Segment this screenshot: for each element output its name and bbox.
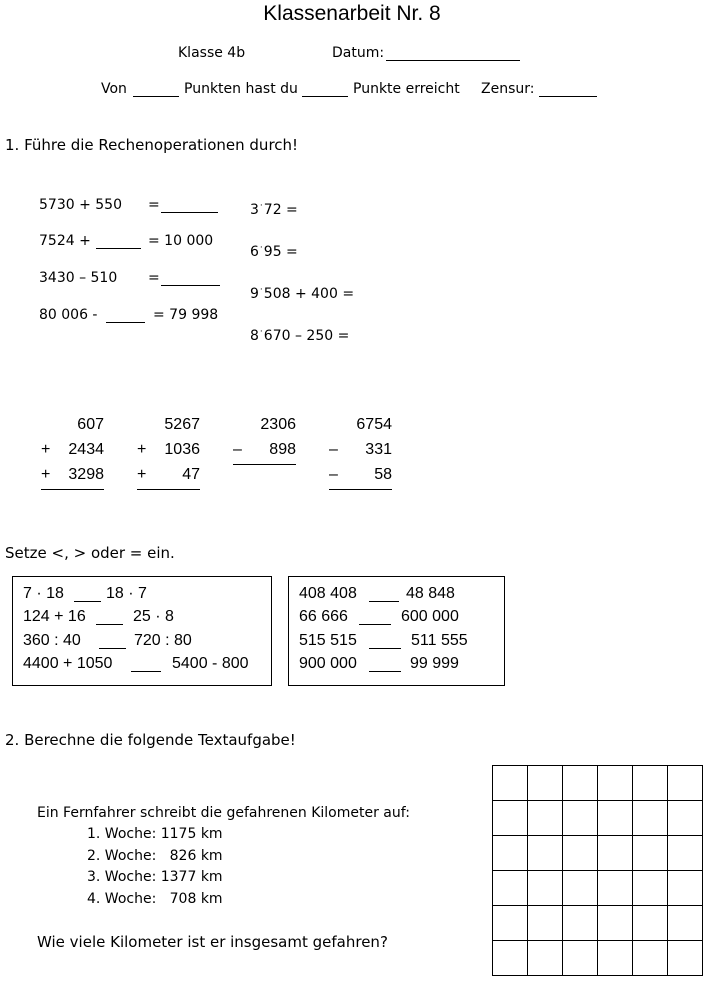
grid-cell[interactable] bbox=[633, 836, 668, 871]
date-blank[interactable] bbox=[386, 60, 520, 61]
grade-label: Zensur: bbox=[481, 81, 535, 97]
grid-cell[interactable] bbox=[633, 941, 668, 976]
col3-row1: 2306 bbox=[260, 416, 296, 433]
grid-cell[interactable] bbox=[563, 801, 598, 836]
score-von-label: Von bbox=[101, 81, 127, 97]
equation-2-blank[interactable] bbox=[96, 248, 141, 249]
cmp-r1-blank[interactable] bbox=[369, 601, 399, 602]
task2-question: Wie viele Kilometer ist er insgesamt gefahren? bbox=[37, 933, 388, 951]
grid-cell[interactable] bbox=[563, 836, 598, 871]
grid-cell[interactable] bbox=[668, 906, 703, 941]
col1-result-line bbox=[41, 489, 104, 490]
score-reached-label: Punkte erreicht bbox=[353, 81, 460, 97]
grid-cell[interactable] bbox=[493, 871, 528, 906]
equation-1-blank[interactable] bbox=[161, 212, 218, 213]
grid-row bbox=[493, 836, 703, 871]
grid-cell[interactable] bbox=[668, 836, 703, 871]
grid-cell[interactable] bbox=[633, 871, 668, 906]
col2-op2: + bbox=[137, 441, 147, 458]
date-label: Datum: bbox=[332, 45, 385, 61]
grid-cell[interactable] bbox=[563, 941, 598, 976]
cmp-l1-blank[interactable] bbox=[74, 601, 101, 602]
equation-1-term: 5730 + 550 bbox=[39, 197, 122, 213]
col1-op3: + bbox=[41, 466, 51, 483]
equation-4-blank[interactable] bbox=[106, 322, 145, 323]
grid-cell[interactable] bbox=[493, 766, 528, 801]
col1-row1: 607 bbox=[77, 416, 104, 433]
cmp-l2-a: 124 + 16 bbox=[23, 608, 86, 625]
col3-op2: – bbox=[233, 441, 242, 458]
col4-row1: 6754 bbox=[356, 416, 392, 433]
grid-row bbox=[493, 766, 703, 801]
cmp-r1-b: 48 848 bbox=[406, 585, 455, 602]
cmp-l3-a: 360 : 40 bbox=[23, 632, 81, 649]
mult-3: 9·508 + 400 = bbox=[250, 285, 355, 302]
task2-heading: 2. Berechne die folgende Textaufgabe! bbox=[5, 731, 296, 749]
cmp-l4-a: 4400 + 1050 bbox=[23, 655, 113, 672]
grid-cell[interactable] bbox=[668, 871, 703, 906]
col2-row3: 47 bbox=[182, 466, 200, 483]
grid-cell[interactable] bbox=[528, 766, 563, 801]
equation-4-result: = 79 998 bbox=[153, 307, 219, 323]
grid-cell[interactable] bbox=[563, 906, 598, 941]
col1-op2: + bbox=[41, 441, 51, 458]
grid-cell[interactable] bbox=[493, 836, 528, 871]
cmp-l3-blank[interactable] bbox=[99, 648, 126, 649]
cmp-r4-a: 900 000 bbox=[299, 655, 357, 672]
col2-row2: 1036 bbox=[164, 441, 200, 458]
cmp-r2-blank[interactable] bbox=[359, 624, 391, 625]
grid-cell[interactable] bbox=[528, 906, 563, 941]
grid-row bbox=[493, 801, 703, 836]
col4-row3: 58 bbox=[374, 466, 392, 483]
grid-cell[interactable] bbox=[598, 906, 633, 941]
grid-cell[interactable] bbox=[598, 836, 633, 871]
col2-op3: + bbox=[137, 466, 147, 483]
grid-cell[interactable] bbox=[528, 941, 563, 976]
mult-2: 6·95 = bbox=[250, 243, 298, 260]
grid-cell[interactable] bbox=[598, 801, 633, 836]
col4-row2: 331 bbox=[365, 441, 392, 458]
week-4: 4. Woche: 708 km bbox=[87, 891, 223, 907]
equation-1-equals: = bbox=[148, 197, 160, 213]
grid-cell[interactable] bbox=[598, 766, 633, 801]
cmp-r3-blank[interactable] bbox=[369, 648, 401, 649]
cmp-l4-b: 5400 - 800 bbox=[172, 655, 249, 672]
compare-heading: Setze <, > oder = ein. bbox=[5, 544, 175, 562]
cmp-l2-b: 25 · 8 bbox=[133, 608, 174, 625]
cmp-r4-b: 99 999 bbox=[410, 655, 459, 672]
equation-2-term: 7524 + bbox=[39, 233, 91, 249]
equation-4-term: 80 006 - bbox=[39, 307, 98, 323]
task1-heading: 1. Führe die Rechenoperationen durch! bbox=[5, 136, 299, 154]
grid-row bbox=[493, 941, 703, 976]
col4-op3: – bbox=[329, 466, 338, 483]
grade-blank[interactable] bbox=[539, 96, 597, 97]
page-title: Klassenarbeit Nr. 8 bbox=[263, 2, 441, 25]
col3-result-line bbox=[233, 464, 296, 465]
cmp-r2-b: 600 000 bbox=[401, 608, 459, 625]
mult-4: 8·670 – 250 = bbox=[250, 327, 350, 344]
grid-row bbox=[493, 906, 703, 941]
grid-cell[interactable] bbox=[493, 801, 528, 836]
equation-3-term: 3430 – 510 bbox=[39, 270, 118, 286]
cmp-r2-a: 66 666 bbox=[299, 608, 348, 625]
col4-op2: – bbox=[329, 441, 338, 458]
grid-cell[interactable] bbox=[528, 871, 563, 906]
cmp-l4-blank[interactable] bbox=[131, 671, 161, 672]
cmp-l1-b: 18 · 7 bbox=[106, 585, 147, 602]
grid-cell[interactable] bbox=[598, 941, 633, 976]
grid-row bbox=[493, 871, 703, 906]
reached-points-blank[interactable] bbox=[302, 96, 348, 97]
grid-cell[interactable] bbox=[563, 766, 598, 801]
week-1: 1. Woche: 1175 km bbox=[87, 826, 223, 842]
class-label: Klasse 4b bbox=[178, 45, 246, 61]
grid-cell[interactable] bbox=[668, 941, 703, 976]
grid-cell[interactable] bbox=[528, 801, 563, 836]
grid-cell[interactable] bbox=[633, 906, 668, 941]
calculation-grid[interactable] bbox=[492, 765, 703, 976]
cmp-l2-blank[interactable] bbox=[96, 624, 123, 625]
grid-cell[interactable] bbox=[563, 871, 598, 906]
cmp-r3-b: 511 555 bbox=[411, 632, 468, 649]
col2-row1: 5267 bbox=[164, 416, 200, 433]
equation-3-equals: = bbox=[148, 270, 160, 286]
col1-row2: 2434 bbox=[68, 441, 104, 458]
col4-result-line bbox=[329, 489, 392, 490]
grid-cell[interactable] bbox=[598, 871, 633, 906]
week-2: 2. Woche: 826 km bbox=[87, 848, 223, 864]
score-points-label: Punkten hast du bbox=[184, 81, 298, 97]
col2-result-line bbox=[137, 489, 200, 490]
grid-cell[interactable] bbox=[633, 766, 668, 801]
cmp-r3-a: 515 515 bbox=[299, 632, 357, 649]
mult-1: 3·72 = bbox=[250, 201, 298, 218]
col3-row2: 898 bbox=[269, 441, 296, 458]
week-3: 3. Woche: 1377 km bbox=[87, 869, 223, 885]
cmp-l3-b: 720 : 80 bbox=[134, 632, 192, 649]
cmp-r4-blank[interactable] bbox=[369, 671, 401, 672]
col1-row3: 3298 bbox=[68, 466, 104, 483]
grid-cell[interactable] bbox=[528, 836, 563, 871]
grid-cell[interactable] bbox=[633, 801, 668, 836]
equation-2-result: = 10 000 bbox=[148, 233, 214, 249]
grid-cell[interactable] bbox=[493, 906, 528, 941]
equation-3-blank[interactable] bbox=[161, 285, 220, 286]
total-points-blank[interactable] bbox=[133, 96, 179, 97]
grid-cell[interactable] bbox=[668, 801, 703, 836]
grid-cell[interactable] bbox=[668, 766, 703, 801]
task2-intro: Ein Fernfahrer schreibt die gefahrenen Kilometer auf: bbox=[37, 805, 410, 821]
grid-cell[interactable] bbox=[493, 941, 528, 976]
cmp-r1-a: 408 408 bbox=[299, 585, 357, 602]
cmp-l1-a: 7 · 18 bbox=[23, 585, 64, 602]
